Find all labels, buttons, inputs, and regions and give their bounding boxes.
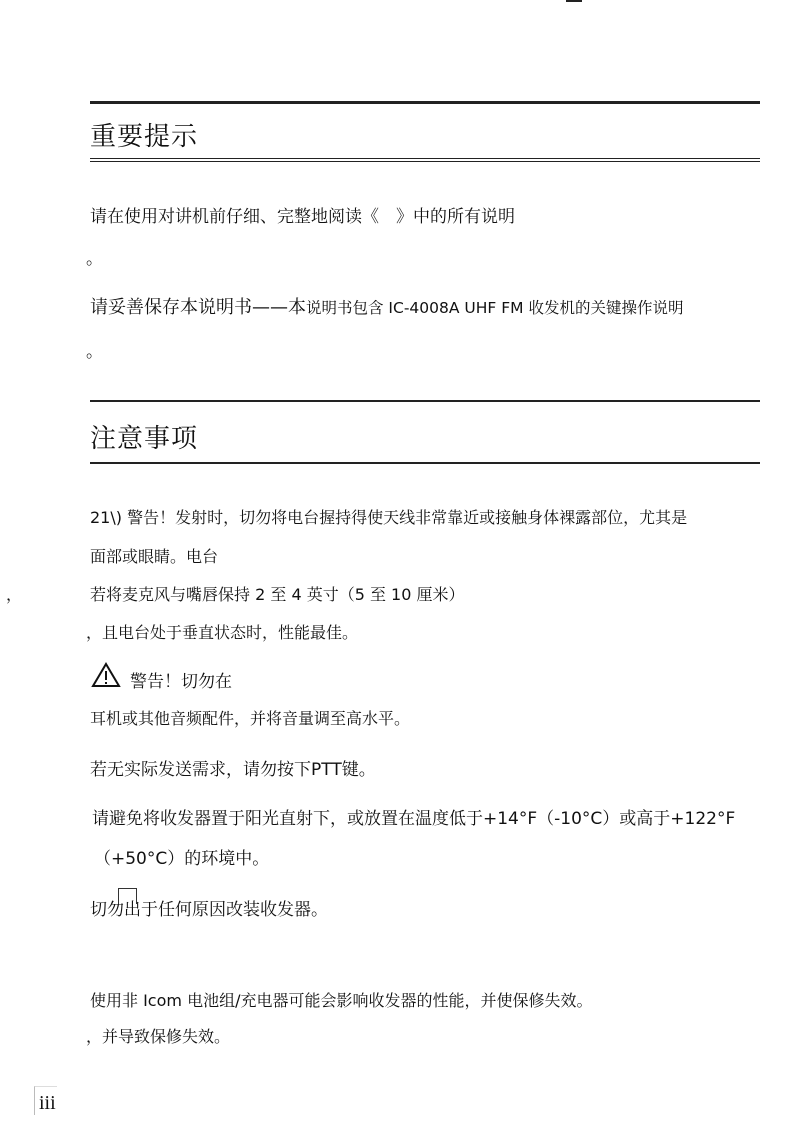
precaution-1-line-2: 面部或眼睛。电台 [90,547,219,566]
important-line-2-tail: 。 [86,342,103,362]
precaution-1-line-3: 若将麦克风与嘴唇保持 2 至 4 英寸（5 至 10 厘米） [90,585,465,604]
precaution-4-line-2: （+50°C）的环境中。 [94,849,270,869]
precaution-2-line-1: 警告！切勿在 [130,672,232,692]
precaution-4-line-1: 请避免将收发器置于阳光直射下，或放置在温度低于+14°F（-10°C）或高于+122°F [92,809,736,829]
section-rule-precautions-top [90,400,760,402]
section-title-precautions: 注意事项 [90,424,199,454]
section-title-important: 重要提示 [90,122,199,152]
section-rule-top [90,101,760,104]
page-number: iii [39,1092,56,1114]
margin-comma: ， [6,585,23,604]
important-line-1: 请在使用对讲机前仔细、完整地阅读《 》中的所有说明 [90,207,515,227]
section-rule-precautions-bottom [90,462,760,464]
precaution-6-line-1: 使用非 Icom 电池组/充电器可能会影响收发器的性能，并使保修失效。 [90,991,593,1010]
important-line-1-tail: 。 [86,249,103,269]
precaution-1-line-4: ，且电台处于垂直状态时，性能最佳。 [86,623,359,642]
important-line-2 [90,293,683,319]
precaution-3: 若无实际发送需求，请勿按下PTT键。 [90,760,376,780]
precaution-1-line-1: 21\) 警告！发射时，切勿将电台握持得使天线非常靠近或接触身体裸露部位，尤其是 [90,508,688,527]
precaution-2-line-2: 耳机或其他音频配件，并将音量调至高水平。 [90,709,411,728]
precaution-5: 切勿出于任何原因改装收发器。 [90,900,328,920]
top-mark [566,0,582,2]
important-line-2-rest: 说明书包含 IC-4008A UHF FM 收发机的关键操作说明 [306,299,684,317]
section-rule-mid-b [90,161,760,162]
important-line-2-lead: 请妥善保存本说明书——本 [90,297,306,318]
warning-triangle-icon [91,662,121,688]
section-rule-mid-a [90,158,760,159]
precaution-6-line-2: ，并导致保修失效。 [86,1027,231,1046]
